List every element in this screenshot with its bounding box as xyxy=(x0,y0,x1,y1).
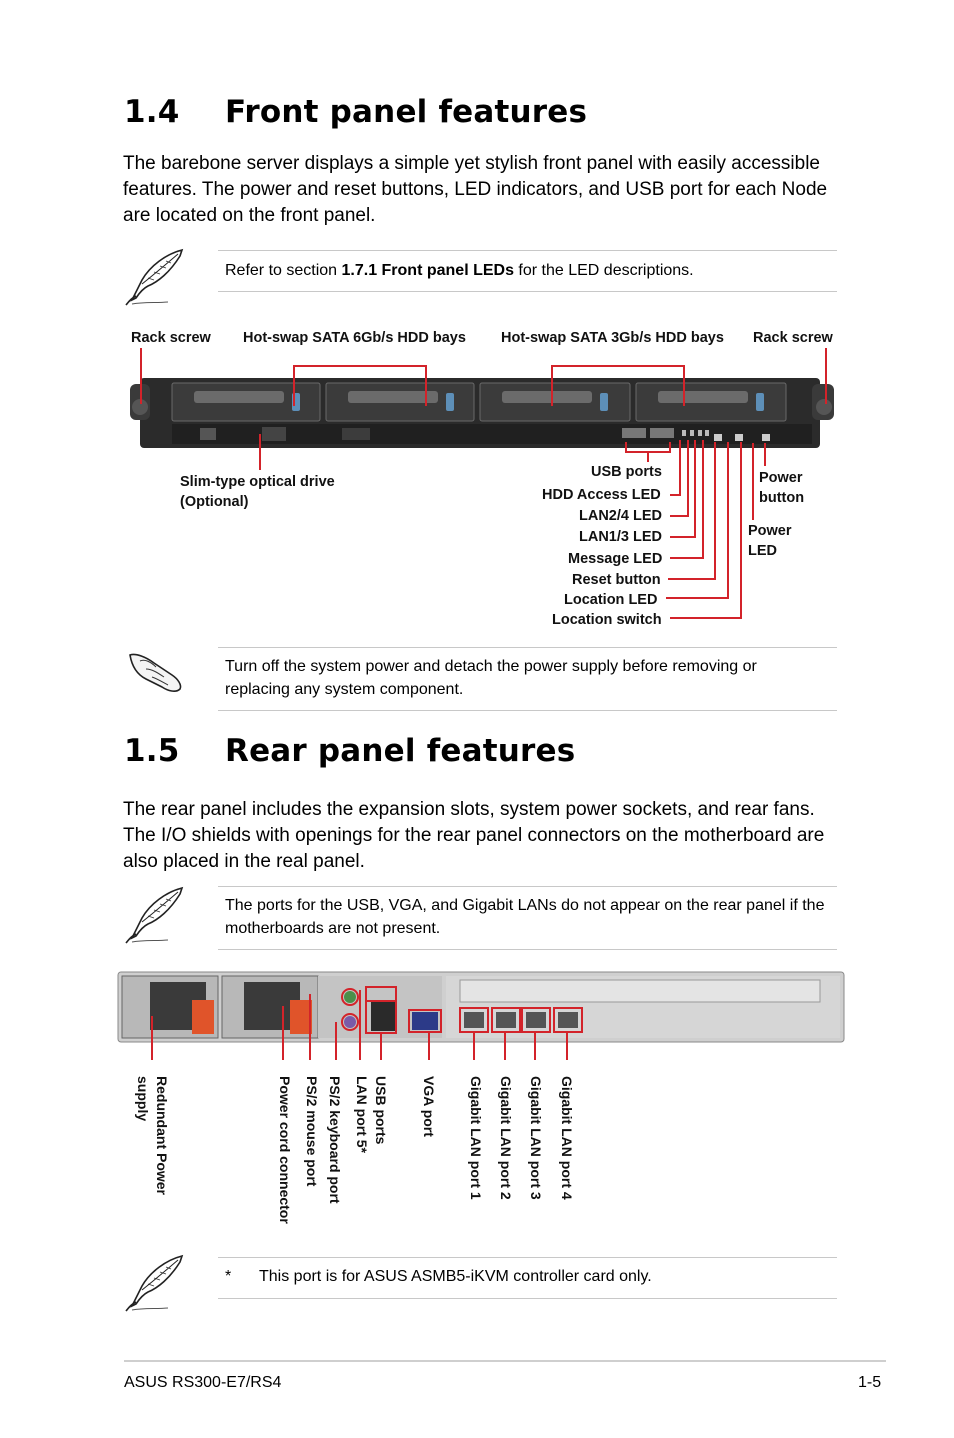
note-rear-ports xyxy=(218,886,837,950)
footer-product: ASUS RS300-E7/RS4 xyxy=(124,1374,282,1391)
label-rack-screw-left: Rack screw xyxy=(131,330,211,346)
label-power-led-1: Power xyxy=(748,523,792,539)
label-glan1: Gigabit LAN port 1 xyxy=(468,1076,484,1200)
power-button-mark xyxy=(762,434,770,441)
hand-warning-icon xyxy=(126,645,186,695)
section-1-5-body: The rear panel includes the expansion slots, system power sockets, and rear fans. The I/O shields with openings for the rear panel connectors on the motherboard are also placed in the real panel. xyxy=(123,799,825,872)
label-rack-screw-right: Rack screw xyxy=(753,330,833,346)
expansion-slot xyxy=(460,980,820,1002)
psu-1-handle xyxy=(192,1000,214,1034)
label-hdd-3g: Hot-swap SATA 3Gb/s HDD bays xyxy=(501,330,724,346)
label-vga-port: VGA port xyxy=(421,1076,437,1137)
label-psu-2: supply xyxy=(135,1076,151,1122)
label-location-switch: Location switch xyxy=(552,612,662,628)
label-hdd-6g: Hot-swap SATA 6Gb/s HDD bays xyxy=(243,330,466,346)
label-hdd-led: HDD Access LED xyxy=(542,487,661,503)
section-title: Front panel features xyxy=(225,94,588,130)
rear-panel-diagram xyxy=(0,960,954,1060)
label-psu-1: Redundant Power xyxy=(154,1076,170,1196)
note-text: The ports for the USB, VGA, and Gigabit LANs do not appear on the rear panel if the motherboards are not present. xyxy=(225,897,825,937)
vga-connector xyxy=(412,1012,438,1030)
ps2-mouse-port xyxy=(344,991,356,1003)
asus-badge xyxy=(200,428,216,440)
feather-note-icon xyxy=(122,886,188,946)
note-text: This port is for ASUS ASMB5-iKVM controller card only. xyxy=(259,1268,652,1285)
section-1-4-body: The barebone server displays a simple yet stylish front panel with easily accessible features. The power and reset buttons, LED indicators, and USB port for each Node are located on the front panel. xyxy=(123,153,828,226)
note-text-post: for the LED descriptions. xyxy=(513,262,694,279)
label-lan5: LAN port 5* xyxy=(354,1076,370,1153)
warning-power-off xyxy=(218,647,837,711)
warning-text: Turn off the system power and detach the power supply before removing or replacing any system component. xyxy=(225,658,757,698)
usb-port-2 xyxy=(650,428,674,438)
section-title: Rear panel features xyxy=(225,733,576,769)
label-usb-ports: USB ports xyxy=(591,464,662,480)
label-power-button-2: button xyxy=(759,490,805,506)
label-lan24-led: LAN2/4 LED xyxy=(579,508,662,524)
label-message-led: Message LED xyxy=(568,551,663,567)
feather-note-icon xyxy=(122,1254,188,1314)
label-power-button-1: Power xyxy=(759,470,803,486)
note-asmb5 xyxy=(218,1257,837,1299)
footer-page-number: 1-5 xyxy=(858,1374,882,1391)
label-glan2: Gigabit LAN port 2 xyxy=(498,1076,514,1200)
label-power-cord: Power cord connector xyxy=(277,1076,293,1224)
label-reset-button: Reset button xyxy=(572,572,661,588)
optical-eject xyxy=(342,428,370,440)
label-optical-1: Slim-type optical drive xyxy=(180,474,335,490)
note-star: * xyxy=(225,1268,232,1285)
section-1-5-heading xyxy=(124,733,575,769)
ps2-keyboard-port xyxy=(344,1016,356,1028)
label-ps2-mouse: PS/2 mouse port xyxy=(304,1076,320,1187)
psu-2-handle xyxy=(290,1000,312,1034)
label-glan3: Gigabit LAN port 3 xyxy=(528,1076,544,1200)
label-glan4: Gigabit LAN port 4 xyxy=(559,1076,575,1200)
usb-port-1 xyxy=(622,428,646,438)
footer-rule xyxy=(124,1360,886,1362)
label-ps2-keyboard: PS/2 keyboard port xyxy=(327,1076,343,1204)
reset-button-mark xyxy=(714,434,722,441)
note-text-pre: Refer to section xyxy=(225,262,342,279)
usb-stack xyxy=(371,1001,395,1031)
location-switch-mark xyxy=(735,434,743,441)
note-link-section: 1.7.1 Front panel LEDs xyxy=(341,262,514,279)
section-number: 1.4 xyxy=(124,94,180,130)
rack-screw-right xyxy=(816,399,832,415)
label-power-led-2: LED xyxy=(748,543,777,559)
label-usb-ports-rear: USB ports xyxy=(373,1076,389,1145)
section-number: 1.5 xyxy=(124,733,180,769)
label-optical-2: (Optional) xyxy=(180,494,249,510)
label-location-led: Location LED xyxy=(564,592,658,608)
label-lan13-led: LAN1/3 LED xyxy=(579,529,662,545)
dvd-logo xyxy=(262,427,286,441)
